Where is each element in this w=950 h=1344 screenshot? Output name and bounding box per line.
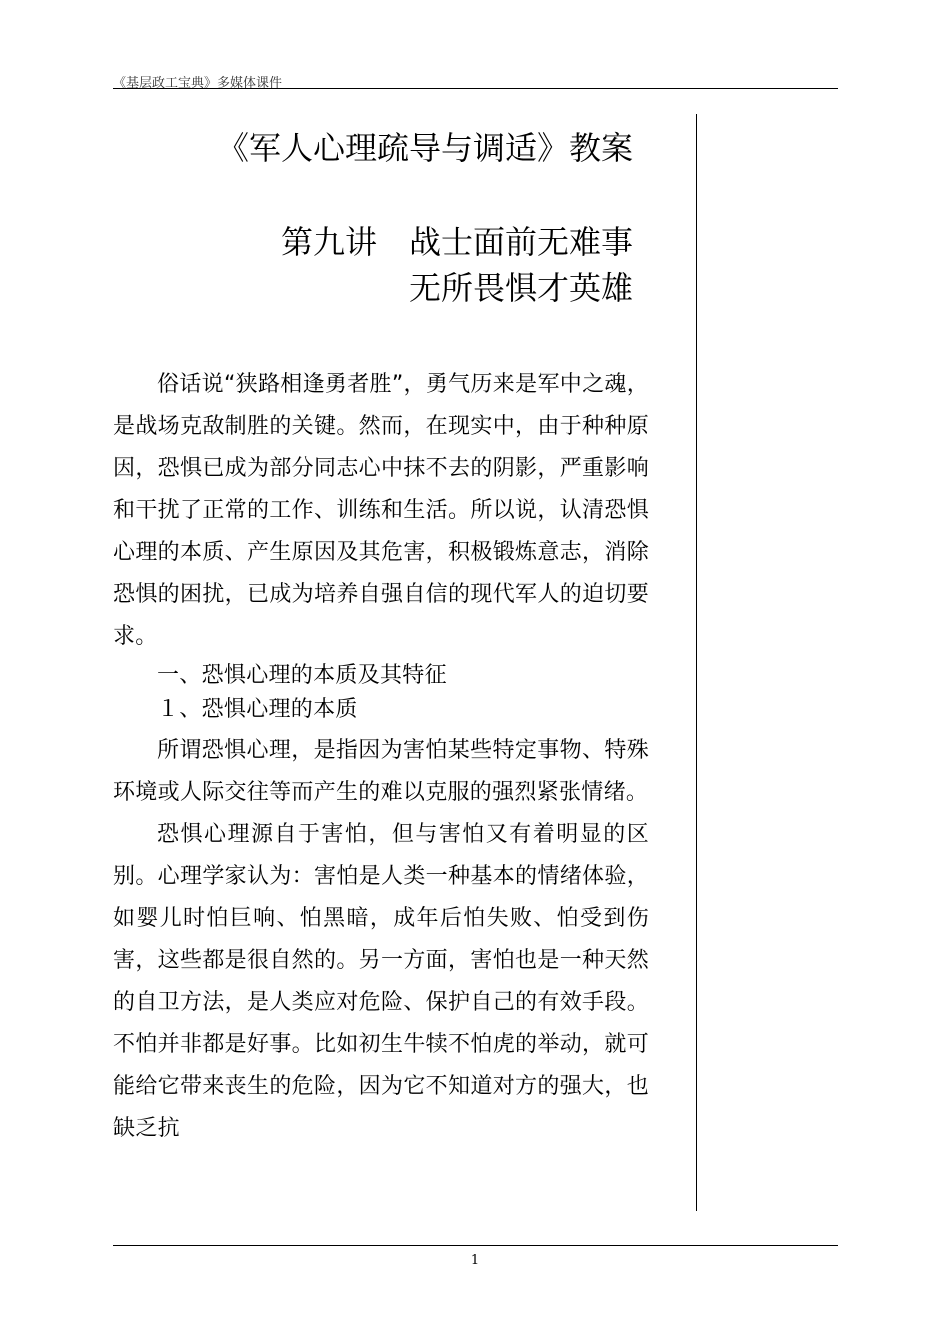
document-title: 《军人心理疏导与调适》教案 xyxy=(216,129,633,167)
footer-divider xyxy=(113,1245,838,1246)
header-divider xyxy=(113,88,838,89)
subsection-heading: １、恐惧心理的本质 xyxy=(157,697,358,722)
margin-divider xyxy=(696,114,697,1211)
paragraph-definition: 所谓恐惧心理，是指因为害怕某些特定事物、特殊环境或人际交往等而产生的难以克服的强烈紧张情绪。 xyxy=(113,738,649,805)
body-text xyxy=(113,364,649,1150)
lecture-subtitle: 无所畏惧才英雄 xyxy=(408,269,633,307)
paragraph-intro: 俗话说“狭路相逢勇者胜”，勇气历来是军中之魂，是战场克敌制胜的关键。然而，在现实中，由于种种原因，恐惧已成为部分同志心中抹不去的阴影，严重影响和干扰了正常的工作、训练和生活。所以说，认清恐惧心理的本质、产生原因及其危害，积极锻炼意志，消除恐惧的困扰，已成为培养自强自信的现代军人的迫切要求。 xyxy=(113,372,649,649)
paragraph-distinction: 恐惧心理源自于害怕，但与害怕又有着明显的区别。心理学家认为：害怕是人类一种基本的情绪体验，如婴儿时怕巨响、怕黑暗，成年后怕失败、怕受到伤害，这些都是很自然的。另一方面，害怕也是一种天然的自卫方法，是人类应对危险、保护自己的有效手段。不怕并非都是好事。比如初生牛犊不怕虎的举动，就可能给它带来丧生的危险，因为它不知道对方的强大，也缺乏抗 xyxy=(113,822,649,1141)
lecture-title: 第九讲 战士面前无难事 xyxy=(280,223,633,261)
section-heading: 一、恐惧心理的本质及其特征 xyxy=(157,663,447,688)
page-number: 1 xyxy=(470,1253,480,1268)
running-header: 《基层政工宝典》多媒体课件 xyxy=(113,76,283,91)
